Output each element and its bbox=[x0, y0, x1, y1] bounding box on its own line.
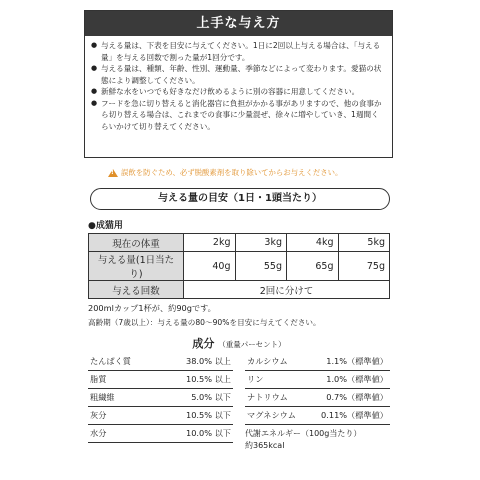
nutrient-value: 38.0% 以上 bbox=[186, 356, 231, 366]
table-cell: 5kg bbox=[338, 234, 390, 252]
feeding-instructions-panel bbox=[84, 10, 393, 158]
nutrient-value: 0.11%（標準値） bbox=[321, 410, 388, 420]
feeding-table bbox=[88, 233, 390, 299]
list-item bbox=[88, 407, 233, 425]
nutrient-value: 10.5% 以上 bbox=[186, 374, 231, 384]
senior-note: 高齢期（7歳以上）：与える量の80〜90%を目安に与えてください。 bbox=[88, 318, 321, 327]
times-label: 与える回数 bbox=[89, 281, 184, 299]
composition-subtitle: （重量パーセント） bbox=[218, 340, 286, 349]
nutrient-name: 灰分 bbox=[90, 410, 107, 420]
composition-heading: 成分 bbox=[192, 337, 215, 350]
nutrient-value: 10.5% 以下 bbox=[186, 410, 231, 420]
table-cell: 4kg bbox=[287, 234, 339, 252]
guide-title: 与える量の目安（1日・1頭当たり） bbox=[90, 188, 390, 210]
warning-note bbox=[108, 167, 342, 178]
nutrient-name: 水分 bbox=[90, 428, 107, 438]
composition-title bbox=[88, 335, 390, 351]
list-item bbox=[88, 389, 233, 407]
panel-title: 上手な与え方 bbox=[85, 11, 392, 36]
list-item bbox=[88, 353, 233, 371]
nutrient-name: カルシウム bbox=[247, 356, 288, 366]
amount-label: 与える量(1日当たり) bbox=[89, 252, 184, 281]
table-cell: 75g bbox=[338, 252, 390, 281]
bullet-item: ● 新鮮な水をいつでも好きなだけ飲めるように別の容器に用意してください。 bbox=[91, 86, 386, 98]
table-cell: 40g bbox=[184, 252, 236, 281]
table-cell: 65g bbox=[287, 252, 339, 281]
table-cell: 2kg bbox=[184, 234, 236, 252]
list-item bbox=[245, 407, 390, 425]
energy-info bbox=[245, 425, 390, 452]
warning-text: 誤飲を防ぐため、必ず脱酸素剤を取り除いてからお与えください。 bbox=[121, 168, 343, 177]
table-cell: 55g bbox=[235, 252, 287, 281]
weight-label: 現在の体重 bbox=[89, 234, 184, 252]
nutrient-value: 1.0%（標準値） bbox=[326, 374, 388, 384]
composition-left-list bbox=[88, 353, 233, 443]
times-value: 2回に分けて bbox=[184, 281, 390, 299]
list-item bbox=[245, 353, 390, 371]
nutrient-name: 粗繊維 bbox=[90, 392, 115, 402]
energy-label: 代謝エネルギー（100g当たり） bbox=[245, 429, 362, 438]
category-label: ●成猫用 bbox=[88, 221, 123, 231]
nutrient-value: 0.7%（標準値） bbox=[326, 392, 388, 402]
table-row bbox=[89, 252, 390, 281]
bullet-item: ● 与える量は、種類、年齢、性別、運動量、季節などによって変わります。愛猫の状態により調整してください。 bbox=[91, 63, 386, 86]
nutrient-name: リン bbox=[247, 374, 264, 384]
nutrient-value: 5.0% 以下 bbox=[191, 392, 231, 402]
nutrient-name: たんぱく質 bbox=[90, 356, 131, 366]
bullet-item: ● 与える量は、下表を目安に与えてください。1日に2回以上与える場合は、「与える量」を与える回数で割った量が1回分です。 bbox=[91, 40, 386, 63]
list-item bbox=[245, 389, 390, 407]
warning-icon: ! bbox=[108, 169, 118, 177]
nutrient-name: マグネシウム bbox=[247, 410, 296, 420]
cup-note: 200mlカップ1杯が、約90gです。 bbox=[88, 303, 216, 313]
table-row bbox=[89, 281, 390, 299]
bullet-item: ● フードを急に切り替えると消化器官に負担がかかる事があリますので、他の食事から切り替える場合は、これまでの食事に少量混ぜ、徐々に増やしていき、1週間くらいかけて切り替えてください。 bbox=[91, 98, 386, 133]
nutrient-name: 脂質 bbox=[90, 374, 107, 384]
table-cell: 3kg bbox=[235, 234, 287, 252]
composition-right-list bbox=[245, 353, 390, 452]
energy-value: 約365kcal bbox=[245, 441, 285, 450]
list-item bbox=[88, 371, 233, 389]
list-item bbox=[88, 425, 233, 443]
nutrient-value: 1.1%（標準値） bbox=[326, 356, 388, 366]
table-row bbox=[89, 234, 390, 252]
bullet-list bbox=[85, 36, 392, 132]
nutrient-value: 10.0% 以下 bbox=[186, 428, 231, 438]
nutrient-name: ナトリウム bbox=[247, 392, 288, 402]
list-item bbox=[245, 371, 390, 389]
